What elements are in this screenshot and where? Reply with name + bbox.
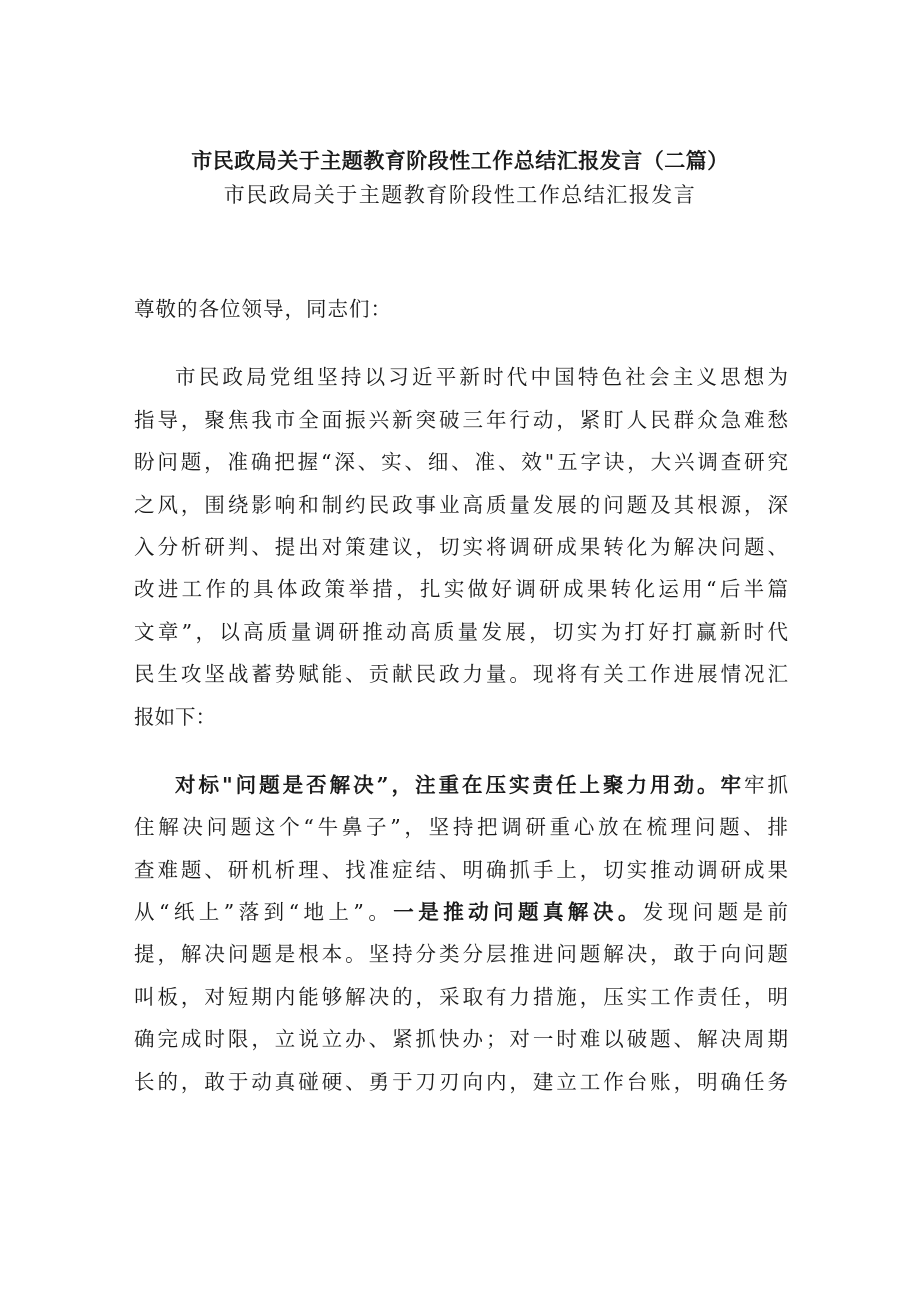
- paragraph-line: 住解决问题这个“牛鼻子”，坚持把调研重心放在梳理问题、排: [134, 815, 788, 840]
- section-heading-tail: 牢: [720, 772, 745, 797]
- subsection-heading: 一是推动问题真解决。: [393, 900, 643, 925]
- paragraph-line: 叫板，对短期内能够解决的，采取有力措施，压实工作责任，明: [134, 984, 788, 1009]
- paragraph-2: [134, 764, 788, 1103]
- paragraph-1: [134, 356, 788, 738]
- paragraph-line: 民生攻坚战蓄势赋能、贡献民政力量。现将有关工作进展情况汇: [134, 662, 788, 687]
- paragraph-line: 文章”，以高质量调研推动高质量发展，切实为打好打赢新时代: [134, 619, 788, 644]
- line-text: 从“纸上”落到“地上”。: [134, 900, 394, 925]
- paragraph-line: [134, 891, 788, 933]
- paragraph-line: 查难题、研机析理、找准症结、明确抓手上，切实推动调研成果: [134, 857, 788, 882]
- paragraph-line: 入分析研判、提出对策建议，切实将调研成果转化为解决问题、: [134, 534, 788, 559]
- document-title: 市民政局关于主题教育阶段性工作总结汇报发言（二篇）: [191, 148, 729, 173]
- document-subtitle: 市民政局关于主题教育阶段性工作总结汇报发言: [223, 183, 697, 207]
- paragraph-line: 长的，敢于动真碰硬、勇于刀刃向内，建立工作台账，明确任务: [134, 1069, 788, 1094]
- paragraph-line: 报如下：: [134, 704, 216, 729]
- paragraph-line: [134, 764, 788, 806]
- salutation: 尊敬的各位领导，同志们：: [134, 297, 392, 321]
- paragraph-line: 确完成时限，立说立办、紧抓快办；对一时难以破题、解决周期: [134, 1027, 788, 1052]
- paragraph-line: 市民政局党组坚持以习近平新时代中国特色社会主义思想为: [175, 365, 788, 390]
- document-body: [134, 288, 788, 1103]
- paragraph-gap: [134, 738, 788, 764]
- paragraph-line: 改进工作的具体政策举措，扎实做好调研成果转化运用“后半篇: [134, 577, 788, 602]
- paragraph-line: 之风，围绕影响和制约民政事业高质量发展的问题及其根源，深: [134, 492, 788, 517]
- paragraph-line: 指导，聚焦我市全面振兴新突破三年行动，紧盯人民群众急难愁: [134, 407, 788, 432]
- section-heading: 对标"问题是否解决”，注重在压实责任上聚力用劲。: [175, 772, 721, 797]
- paragraph-line: 盼问题，准确把握“深、实、细、准、效"五字诀，大兴调查研究: [134, 450, 788, 475]
- line-text: 发现问题是前: [642, 900, 789, 925]
- paragraph-line: 提，解决问题是根本。坚持分类分层推进问题解决，敢于向问题: [134, 942, 788, 967]
- paragraph-gap: [134, 330, 788, 356]
- line-text: 牢抓: [744, 772, 789, 797]
